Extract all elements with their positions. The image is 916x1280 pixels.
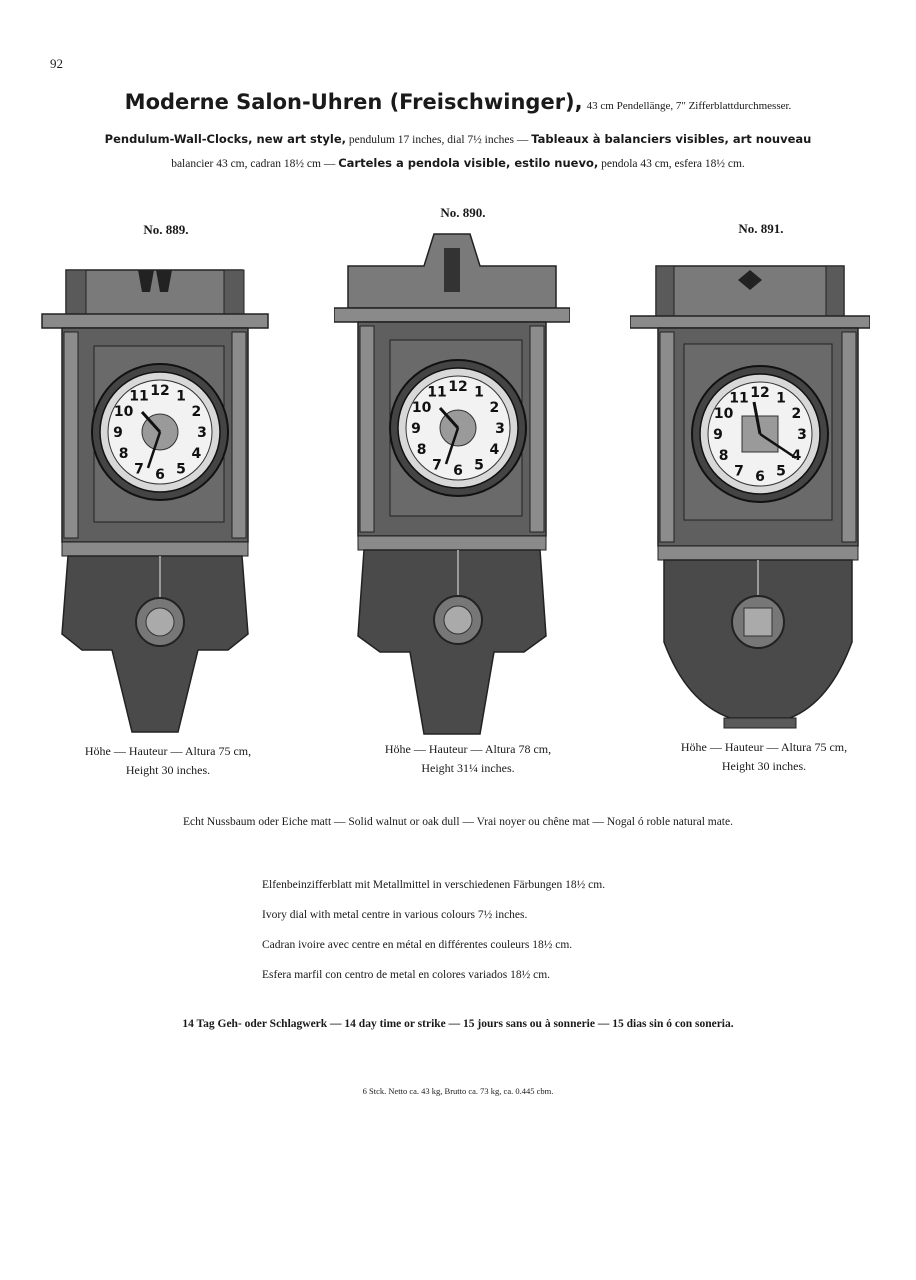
dial-numeral: 12 bbox=[150, 383, 170, 399]
dial-numeral: 2 bbox=[489, 400, 500, 416]
dial-numeral: 9 bbox=[713, 427, 723, 443]
dial-numeral: 1 bbox=[176, 388, 186, 405]
dial-numeral: 11 bbox=[427, 384, 447, 401]
dial-numeral: 6 bbox=[155, 467, 165, 483]
subtitle-en-spec: pendulum 17 inches, dial 7½ inches — bbox=[348, 134, 529, 146]
dial-numeral: 4 bbox=[489, 442, 500, 458]
caption-889-size: Höhe — Hauteur — Altura 75 cm, bbox=[84, 744, 252, 758]
dial-889 bbox=[92, 364, 228, 500]
dial-890 bbox=[390, 360, 526, 496]
subtitle-en-bold: Pendulum-Wall-Clocks, new art style, bbox=[104, 132, 347, 146]
clock-illustration-891 bbox=[630, 262, 870, 732]
dial-numeral: 6 bbox=[453, 463, 463, 479]
dial-numeral: 8 bbox=[416, 442, 427, 458]
dial-numeral: 12 bbox=[448, 379, 468, 395]
dial-numeral: 7 bbox=[134, 461, 144, 478]
dial-numeral: 11 bbox=[729, 390, 749, 407]
dial-numeral: 10 bbox=[713, 406, 734, 422]
packing-line: 6 Stck. Netto ca. 43 kg, Brutto ca. 73 kg, ca. 0.445 cbm. bbox=[362, 1086, 554, 1096]
caption-890 bbox=[358, 740, 578, 778]
caption-890-inches: Height 31¼ inches. bbox=[421, 761, 515, 775]
caption-889-inches: Height 30 inches. bbox=[125, 763, 211, 777]
dial-numeral: 2 bbox=[791, 406, 802, 422]
dial-numeral: 7 bbox=[432, 457, 442, 474]
caption-891-inches: Height 30 inches. bbox=[721, 759, 807, 773]
dial-line-en: Ivory dial with metal centre in various colours 7½ inches. bbox=[262, 909, 528, 921]
subtitle-es-spec: pendola 43 cm, esfera 18½ cm. bbox=[601, 158, 745, 170]
subtitle-es-bold: Carteles a pendola visible, estilo nuevo, bbox=[338, 156, 599, 170]
dial-numeral: 7 bbox=[734, 463, 744, 480]
movement-line: 14 Tag Geh- oder Schlagwerk — 14 day time or strike — 15 jours sans ou à sonnerie — 15 dias sin ó con soneria. bbox=[182, 1018, 734, 1030]
clock-illustration-890 bbox=[334, 226, 570, 738]
dial-numeral: 2 bbox=[191, 404, 202, 420]
title-spec: 43 cm Pendellänge, 7" Zifferblattdurchmesser. bbox=[586, 100, 792, 112]
dial-numeral: 10 bbox=[411, 400, 432, 416]
subtitle-line-1 bbox=[0, 132, 916, 146]
dial-line-fr: Cadran ivoire avec centre en métal en différentes couleurs 18½ cm. bbox=[262, 939, 573, 951]
caption-890-size: Höhe — Hauteur — Altura 78 cm, bbox=[384, 742, 552, 756]
dial-line-es: Esfera marfil con centro de metal en colores variados 18½ cm. bbox=[262, 969, 551, 981]
dial-numeral: 3 bbox=[197, 425, 207, 441]
page-number: 92 bbox=[50, 56, 63, 71]
dial-numeral: 3 bbox=[797, 427, 807, 443]
dial-numeral: 4 bbox=[191, 446, 202, 462]
title-main: Moderne Salon-Uhren (Freischwinger), bbox=[124, 90, 583, 114]
dial-description bbox=[262, 870, 605, 990]
dial-numeral: 10 bbox=[113, 404, 134, 420]
caption-891 bbox=[654, 738, 874, 776]
model-number-891: No. 891. bbox=[738, 221, 784, 236]
page-title bbox=[0, 90, 916, 114]
dial-numeral: 3 bbox=[495, 421, 505, 437]
dial-numeral: 8 bbox=[718, 448, 729, 464]
subtitle-line-2 bbox=[0, 156, 916, 170]
dial-numeral: 8 bbox=[118, 446, 129, 462]
dial-numeral: 9 bbox=[113, 425, 123, 441]
dial-line-de: Elfenbeinzifferblatt mit Metallmittel in verschiedenen Färbungen 18½ cm. bbox=[262, 879, 606, 891]
dial-numeral: 1 bbox=[776, 390, 786, 407]
dial-numeral: 5 bbox=[474, 457, 484, 474]
dial-numeral: 11 bbox=[129, 388, 149, 405]
dial-891 bbox=[692, 366, 828, 502]
subtitle-fr-spec: balancier 43 cm, cadran 18½ cm — bbox=[171, 158, 336, 170]
dial-numeral: 5 bbox=[176, 461, 186, 478]
clock-illustration-889 bbox=[38, 262, 272, 736]
dial-numeral: 1 bbox=[474, 384, 484, 401]
dial-numeral: 4 bbox=[791, 448, 802, 464]
dial-numeral: 9 bbox=[411, 421, 421, 437]
dial-numeral: 6 bbox=[755, 469, 765, 485]
subtitle-fr-bold: Tableaux à balanciers visibles, art nouveau bbox=[531, 132, 812, 146]
model-number-889: No. 889. bbox=[143, 222, 189, 237]
dial-numeral: 5 bbox=[776, 463, 786, 480]
dial-numeral: 12 bbox=[750, 385, 770, 401]
wood-finish-line: Echt Nussbaum oder Eiche matt — Solid walnut or oak dull — Vrai noyer ou chêne mat — Nogal ó roble natural mate. bbox=[182, 816, 733, 828]
model-number-890: No. 890. bbox=[440, 205, 486, 220]
caption-889 bbox=[58, 742, 278, 780]
caption-891-size: Höhe — Hauteur — Altura 75 cm, bbox=[680, 740, 848, 754]
